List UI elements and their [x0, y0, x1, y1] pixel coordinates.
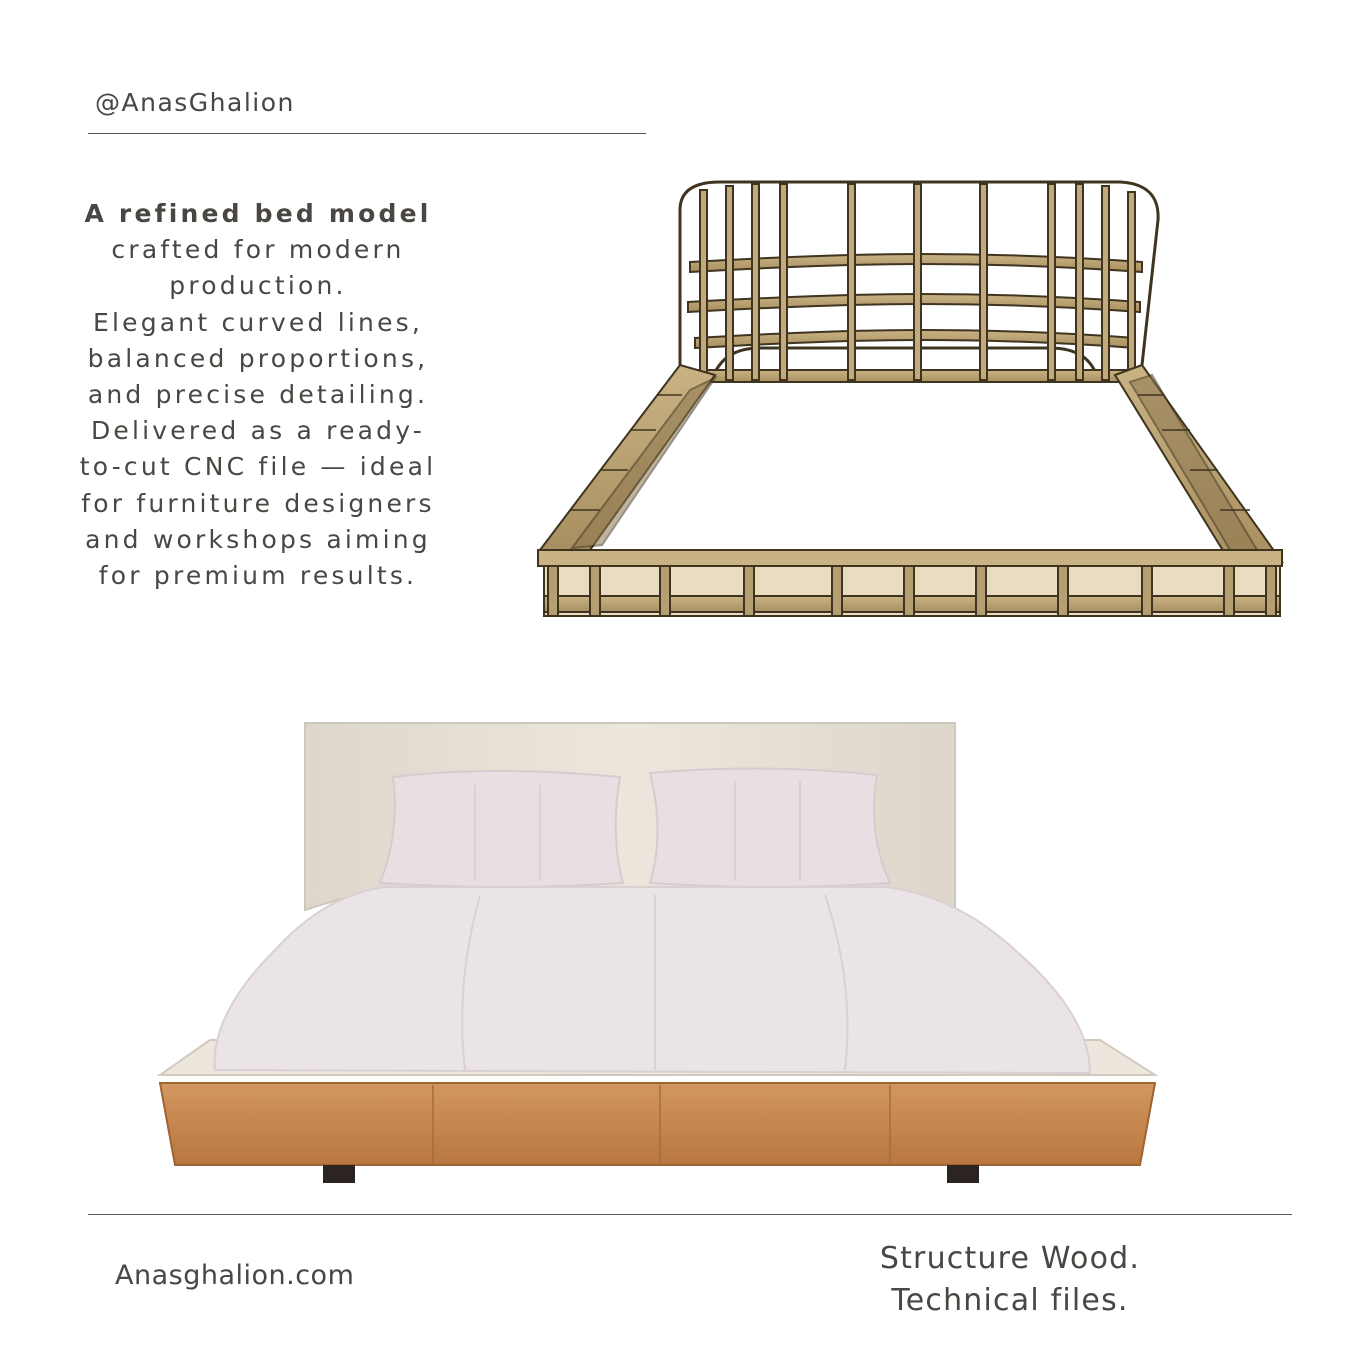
bottom-divider [88, 1214, 1292, 1215]
tagline-line-2: Technical files. [891, 1283, 1129, 1318]
description-body: crafted for modern production. Elegant curved lines, balanced proportions, and precise detailing. Delivered as a ready- to-cut CNC file — ideal for furniture designers and workshops aiming for premium results. [79, 235, 437, 591]
top-divider [88, 133, 646, 134]
website-link[interactable]: Anasghalion.com [115, 1260, 355, 1291]
tagline [860, 1238, 1160, 1322]
bed-render-image [155, 715, 1165, 1190]
tagline-line-1: Structure Wood. [879, 1241, 1141, 1276]
description-lead: A refined bed model [84, 199, 432, 228]
author-handle: @AnasGhalion [95, 88, 295, 117]
plywood-frame-image [530, 170, 1290, 630]
product-description [58, 196, 458, 594]
